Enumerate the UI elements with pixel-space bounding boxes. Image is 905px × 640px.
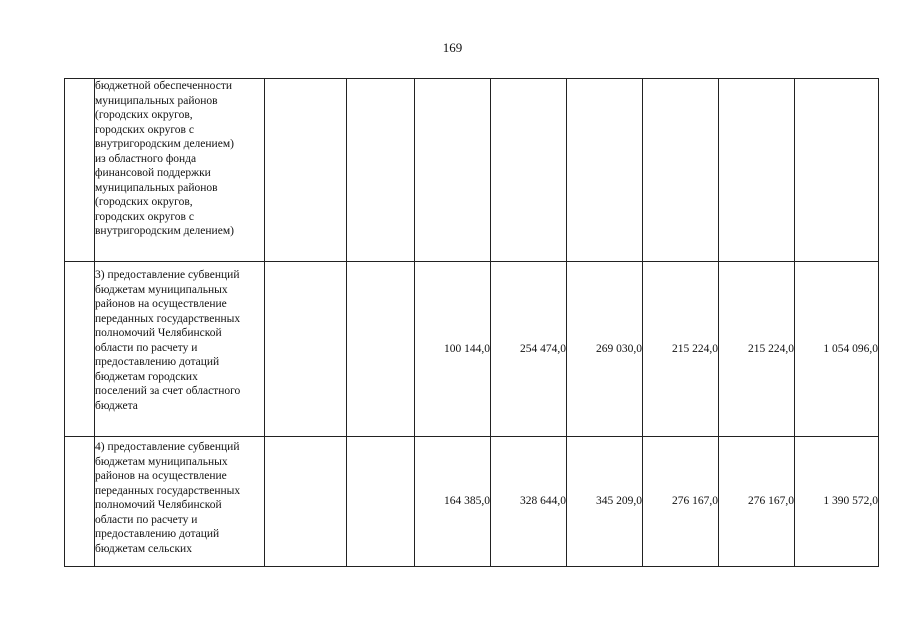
code-cell xyxy=(265,437,347,567)
description-line: внутригородским делением) xyxy=(95,225,234,237)
budget-table xyxy=(64,78,879,567)
description-line: городских округов с xyxy=(95,123,194,136)
number-cell xyxy=(65,262,95,437)
description-line: внутригородским делением) xyxy=(95,138,234,150)
value-cell xyxy=(567,79,643,262)
description-line: переданных государственных xyxy=(95,484,241,497)
value-cell: 215 224,0 xyxy=(719,262,795,437)
value-cell: 269 030,0 xyxy=(567,262,643,437)
value-cell xyxy=(491,79,567,262)
code-cell xyxy=(347,79,415,262)
number-cell xyxy=(65,79,95,262)
value-cell: 345 209,0 xyxy=(567,437,643,567)
value-cell xyxy=(719,79,795,262)
code-cell xyxy=(265,262,347,437)
description-line: районов на осуществление xyxy=(95,470,227,482)
value-cell: 276 167,0 xyxy=(719,437,795,567)
description-line: (городских округов, xyxy=(95,196,193,208)
description-line: поселений за счет областного xyxy=(95,385,241,397)
description-cell xyxy=(95,79,265,262)
total-cell: 1 390 572,0 xyxy=(795,437,879,567)
description-line: муниципальных районов xyxy=(95,181,218,194)
description-line: переданных государственных xyxy=(95,312,241,325)
description-cell xyxy=(95,262,265,437)
code-cell xyxy=(347,262,415,437)
description-line: бюджетной обеспеченности xyxy=(95,80,233,92)
table-row xyxy=(65,437,879,567)
code-cell xyxy=(347,437,415,567)
description-line: предоставлению дотаций xyxy=(95,356,220,368)
number-cell xyxy=(65,437,95,567)
value-cell xyxy=(415,79,491,262)
description-line: бюджетам муниципальных xyxy=(95,455,228,468)
description-line: городских округов с xyxy=(95,210,194,223)
value-cell: 328 644,0 xyxy=(491,437,567,567)
description-line: 4) предоставление субвенций xyxy=(95,441,240,453)
description-line: полномочий Челябинской xyxy=(95,327,222,339)
value-cell: 215 224,0 xyxy=(643,262,719,437)
description-line: бюджетам городских xyxy=(95,370,198,383)
description-line: 3) предоставление субвенций xyxy=(95,269,240,281)
description-line: предоставлению дотаций xyxy=(95,528,220,540)
description-line: (городских округов, xyxy=(95,109,193,121)
description-line: области по расчету и xyxy=(95,341,198,354)
table-row xyxy=(65,79,879,262)
value-cell xyxy=(643,79,719,262)
value-cell: 100 144,0 xyxy=(415,262,491,437)
description-line: области по расчету и xyxy=(95,513,198,526)
description-line: бюджетам муниципальных xyxy=(95,283,228,296)
description-cell xyxy=(95,437,265,567)
description-line: финансовой поддержки xyxy=(95,167,211,179)
description-line: полномочий Челябинской xyxy=(95,499,222,511)
description-line: из областного фонда xyxy=(95,152,197,165)
value-cell: 254 474,0 xyxy=(491,262,567,437)
value-cell: 164 385,0 xyxy=(415,437,491,567)
description-line: муниципальных районов xyxy=(95,94,218,107)
table-row xyxy=(65,262,879,437)
description-line: районов на осуществление xyxy=(95,298,227,310)
page-number: 169 xyxy=(442,40,463,55)
code-cell xyxy=(265,79,347,262)
value-cell: 276 167,0 xyxy=(643,437,719,567)
total-cell xyxy=(795,79,879,262)
description-line: бюджетам сельских xyxy=(95,542,192,555)
total-cell: 1 054 096,0 xyxy=(795,262,879,437)
description-line: бюджета xyxy=(95,399,138,412)
